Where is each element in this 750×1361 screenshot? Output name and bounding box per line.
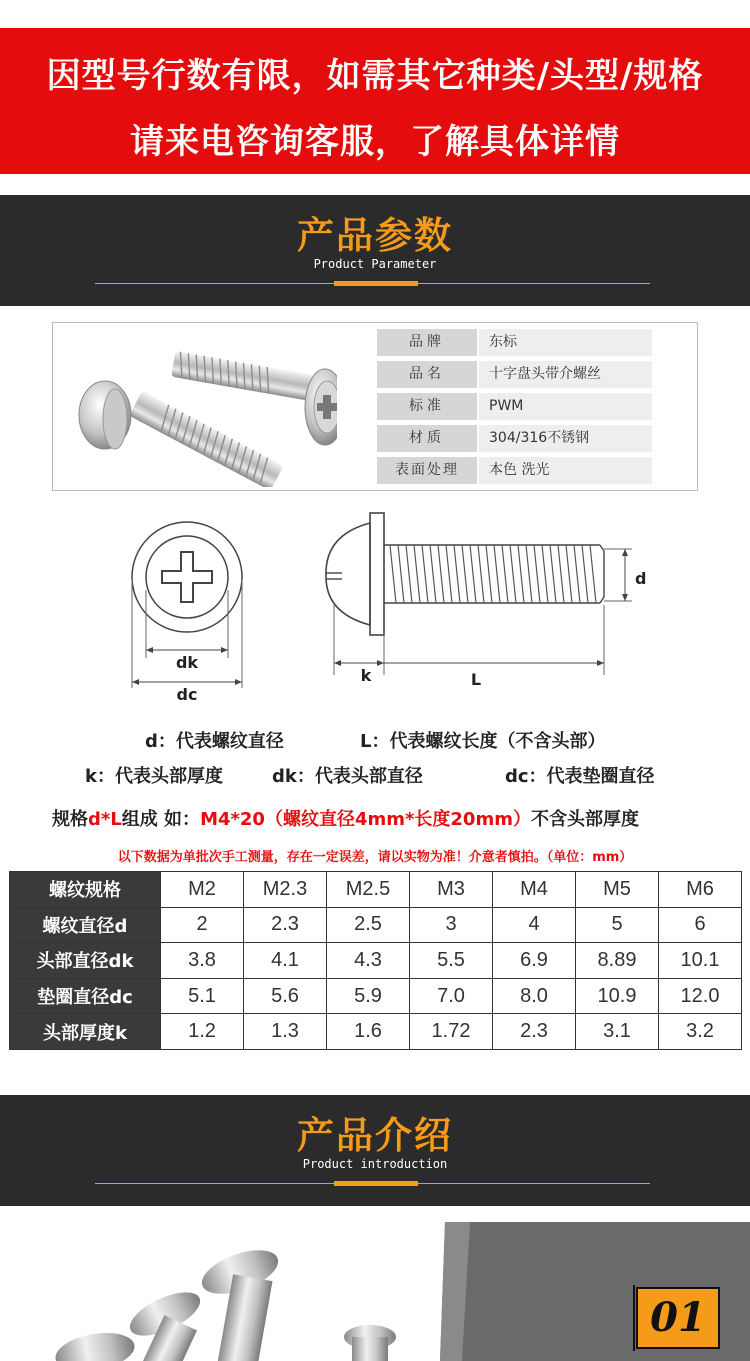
table-cell: M4 [493,872,576,908]
table-cell: M2.3 [244,872,327,908]
label-d: d [635,569,647,588]
table-cell: 3.8 [161,943,244,979]
label-L: L [470,670,482,689]
table-cell: 6 [659,907,742,943]
legend-dk: dk：代表头部直径 [272,766,423,787]
table-cell: 4.1 [244,943,327,979]
table-cell: 12.0 [659,978,742,1014]
divider-accent [334,281,418,286]
row-header: 头部直径dk [10,943,161,979]
attr-value: 东标 [479,329,652,356]
table-cell: 5.9 [327,978,410,1014]
table-cell: 2.5 [327,907,410,943]
attr-value: PWM [479,393,652,420]
attr-row-standard [377,393,652,420]
attr-key: 标准 [377,393,477,420]
attr-key: 品名 [377,361,477,388]
spec-sample: M4*20（螺纹直径4mm*长度20mm） [200,809,531,830]
table-row [10,872,742,908]
table-cell: 5 [576,907,659,943]
section-header-parameter [0,195,750,306]
product-photo-section [0,1222,750,1361]
table-cell: M6 [659,872,742,908]
table-cell: 2.3 [244,907,327,943]
legend-k: k：代表头部厚度 [85,766,223,787]
spec-suffix: 不含头部厚度 [530,809,639,830]
label-dk: dk [175,653,199,672]
attr-key: 表面处理 [377,457,477,484]
spec-example [52,805,639,831]
table-cell: 5.5 [410,943,493,979]
label-k: k [360,666,372,685]
table-cell: 1.3 [244,1014,327,1050]
row-header: 螺纹规格 [10,872,161,908]
table-cell: 5.1 [161,978,244,1014]
spec-prefix: 规格 [52,809,88,830]
attr-value: 304/316不锈钢 [479,425,652,452]
section-title: 产品介绍 [297,1114,453,1157]
table-row [10,1014,742,1050]
table-cell: 3.1 [576,1014,659,1050]
table-cell: 1.2 [161,1014,244,1050]
section-title: 产品参数 [297,214,453,257]
table-row [10,978,742,1014]
section-subtitle: Product introduction [302,1157,448,1171]
table-cell: 8.89 [576,943,659,979]
table-cell: 1.72 [410,1014,493,1050]
spec-table [9,871,742,1050]
attr-row-brand [377,329,652,356]
row-header: 头部厚度k [10,1014,161,1050]
table-cell: 8.0 [493,978,576,1014]
table-cell: 3 [410,907,493,943]
section-number-badge: 01 [650,1294,706,1341]
divider-accent [334,1181,418,1186]
measurement-note: 以下数据为单批次手工测量，存在一定误差，请以实物为准！介意者慎拍。（单位：mm） [117,850,633,865]
table-cell: 4.3 [327,943,410,979]
table-row [10,943,742,979]
table-cell: 4 [493,907,576,943]
table-cell: 3.2 [659,1014,742,1050]
table-cell: 5.6 [244,978,327,1014]
label-dc: dc [176,685,198,704]
table-row [10,907,742,943]
attr-key: 品牌 [377,329,477,356]
table-cell: M2.5 [327,872,410,908]
screw-photo [77,327,337,487]
attr-row-surface [377,457,652,484]
section-subtitle: Product Parameter [313,257,437,271]
table-cell: M3 [410,872,493,908]
table-cell: 7.0 [410,978,493,1014]
row-header: 垫圈直径dc [10,978,161,1014]
table-cell: M5 [576,872,659,908]
table-cell: 1.6 [327,1014,410,1050]
table-cell: 10.1 [659,943,742,979]
product-info-box [52,322,698,491]
attr-row-material [377,425,652,452]
spec-format: d*L [88,809,122,830]
attr-value: 本色 洗光 [479,457,652,484]
attr-row-name [377,361,652,388]
side-view-diagram [320,505,650,690]
section-header-introduction [0,1095,750,1206]
table-cell: 6.9 [493,943,576,979]
table-cell: 10.9 [576,978,659,1014]
top-view-diagram [110,510,270,710]
banner-line-2: 请来电咨询客服，了解具体详情 [130,122,620,162]
attr-value: 十字盘头带介螺丝 [479,361,652,388]
row-header: 螺纹直径d [10,907,161,943]
top-banner [0,28,750,174]
legend-d: d：代表螺纹直径 [145,731,284,752]
spec-mid: 组成 如： [121,809,201,830]
table-cell: 2.3 [493,1014,576,1050]
attr-key: 材质 [377,425,477,452]
table-cell: M2 [161,872,244,908]
legend-L: L：代表螺纹长度（不含头部） [360,731,606,752]
table-cell: 2 [161,907,244,943]
legend-dc: dc：代表垫圈直径 [505,766,655,787]
banner-line-1: 因型号行数有限，如需其它种类/头型/规格 [46,56,704,96]
